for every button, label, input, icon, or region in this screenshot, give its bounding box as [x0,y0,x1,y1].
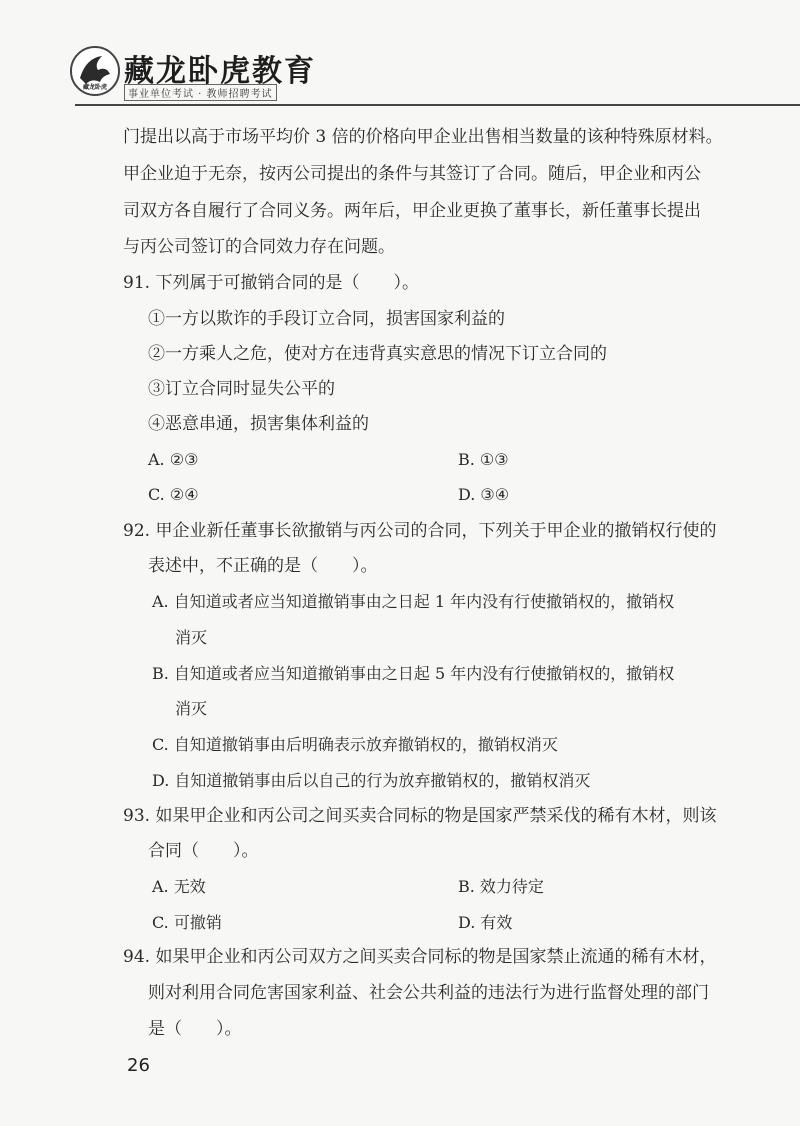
intro-line: 司双方各自履行了合同义务。两年后，甲企业更换了董事长，新任董事长提出 [123,201,701,221]
q92-stem-cont: 表述中，不正确的是（ ）。 [148,556,378,576]
page-header [0,0,800,112]
q91-option-c: C. ②④ [148,485,199,504]
q92-option-c: C. 自知道撤销事由后明确表示放弃撤销权的，撤销权消灭 [152,735,558,754]
intro-line: 门提出以高于市场平均价 3 倍的价格向甲企业出售相当数量的该种特殊原材料。 [123,127,723,147]
intro-line: 与丙公司签订的合同效力存在问题。 [123,237,395,257]
q92-stem: 92. 甲企业新任董事长欲撤销与丙公司的合同，下列关于甲企业的撤销权行使的 [123,521,717,541]
q92-option-b-cont: 消灭 [175,699,208,718]
q93-option-b: B. 效力待定 [458,877,544,896]
q91-item: ①一方以欺诈的手段订立合同，损害国家利益的 [148,309,505,329]
brand-logo [70,46,120,96]
q91-stem: 91. 下列属于可撤销合同的是（ ）。 [123,273,419,293]
q92-option-d: D. 自知道撤销事由后以自己的行为放弃撤销权的，撤销权消灭 [152,771,591,790]
intro-line: 甲企业迫于无奈，按丙公司提出的条件与其签订了合同。随后，甲企业和丙公 [123,164,701,184]
q94-stem-cont: 则对利用合同危害国家利益、社会公共利益的违法行为进行监督处理的部门 [148,983,709,1003]
q93-option-d: D. 有效 [458,913,513,932]
brand-name: 藏龙卧虎教育 [124,54,316,89]
logo-small-text: 藏龙卧虎 [82,84,107,91]
q91-option-d: D. ③④ [458,485,510,504]
q91-item: ④恶意串通，损害集体利益的 [148,414,369,434]
q93-option-a: A. 无效 [152,877,206,896]
q91-item: ③订立合同时显失公平的 [148,379,335,399]
brand-tagline: 事业单位考试 · 教师招聘考试 [124,84,277,101]
q91-option-a: A. ②③ [148,450,199,469]
q92-option-b: B. 自知道或者应当知道撤销事由之日起 5 年内没有行使撤销权的，撤销权 [152,664,675,683]
q93-stem: 93. 如果甲企业和丙公司之间买卖合同标的物是国家严禁采伐的稀有木材，则该 [123,806,717,826]
q93-option-c: C. 可撤销 [152,913,222,932]
q91-option-b: B. ①③ [458,450,509,469]
header-divider [75,104,800,106]
q91-item: ②一方乘人之危，使对方在违背真实意思的情况下订立合同的 [148,344,607,364]
page-number: 26 [127,1055,150,1076]
q94-stem-cont: 是（ ）。 [148,1019,242,1039]
q93-stem-cont: 合同（ ）。 [148,841,259,861]
q92-option-a-cont: 消灭 [175,628,208,647]
q92-option-a: A. 自知道或者应当知道撤销事由之日起 1 年内没有行使撤销权的，撤销权 [152,592,675,611]
q94-stem: 94. 如果甲企业和丙公司双方之间买卖合同标的物是国家禁止流通的稀有木材， [123,947,717,967]
